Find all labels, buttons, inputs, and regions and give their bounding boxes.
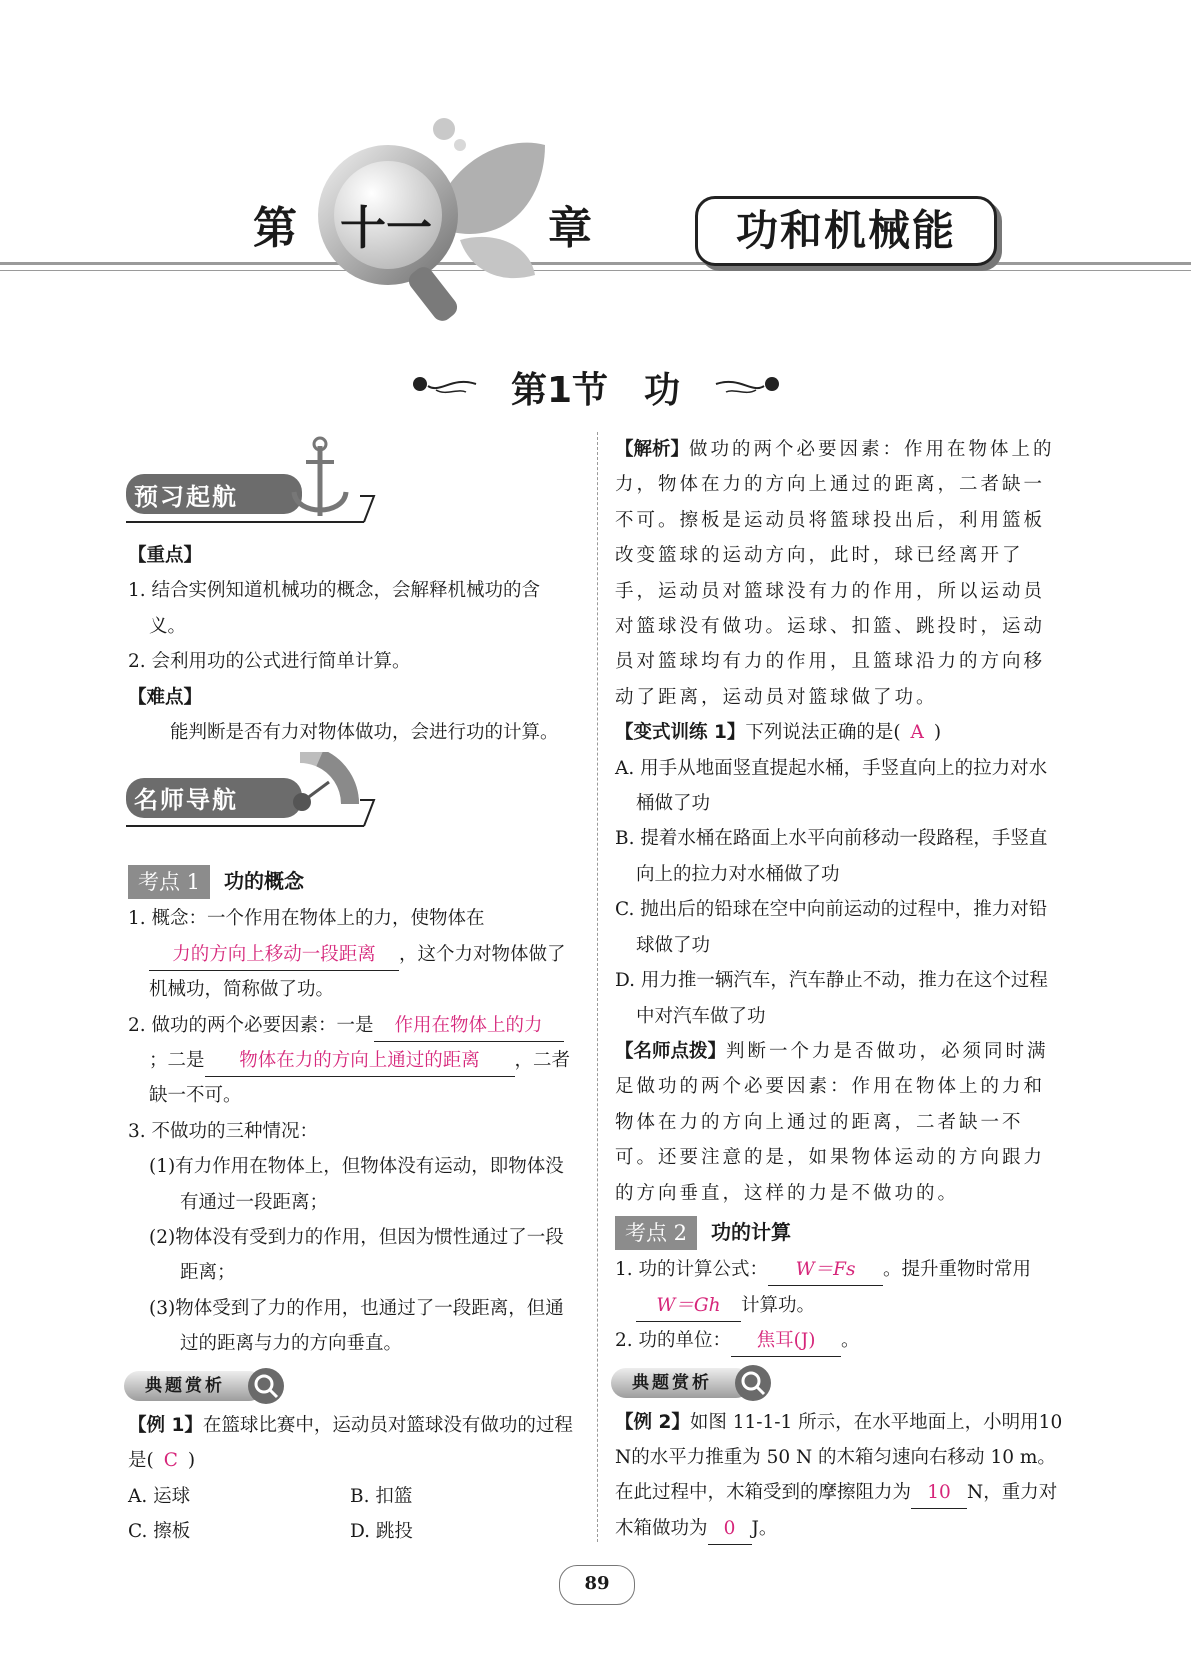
right-column [615, 432, 1065, 1546]
kaodian-1-tag: 考点 1 [128, 865, 210, 899]
dianti-label-right: 典题赏析 [632, 1372, 712, 1393]
concept-answer-blank: 力的方向上移动一段距离 [149, 940, 399, 971]
gravity-work-blank: 0 [708, 1514, 752, 1545]
no-work-case-1: (1)有力作用在物体上，但物体没有运动，即物体没有通过一段距离； [149, 1156, 564, 1213]
chapter-title: 功和机械能 [735, 206, 956, 255]
example-1-option-c: C. 擦板 [128, 1520, 191, 1542]
training-option-b: B. 提着水桶在路面上水平向前移动一段路程，手竖直向上的拉力对水桶做了功 [615, 828, 1048, 885]
left-column-main [128, 860, 576, 1549]
example-1-option-d: D. 跳投 [350, 1520, 413, 1542]
header-rule-bottom [0, 270, 1191, 271]
concept-item-1: 1. 概念：一个作用在物体上的力，使物体在力的方向上移动一段距离 ，这个力对物体做了机械功，简称做了功。 [128, 908, 566, 1001]
kaodian-2-tag: 考点 2 [615, 1216, 697, 1250]
example-1-answer: C [163, 1450, 178, 1472]
concept-item-2: 2. 做功的两个必要因素：一是 作用在物体上的力；二是 物体在力的方向上通过的距离 ，二者缺一不可。 [128, 1008, 576, 1114]
chapter-prefix: 第 [253, 203, 297, 254]
no-work-case-2: (2)物体没有受到力的作用，但因为惯性通过了一段距离； [149, 1227, 564, 1284]
difficult-point-1: 能判断是否有力对物体做功，会进行功的计算。 [170, 722, 559, 744]
chapter-number: 十一 [340, 201, 432, 255]
analysis: 【解析】做功的两个必要因素：作用在物体上的力，物体在力的方向上通过的距离，二者缺一不可。擦板是运动员将篮球投出后，利用篮板改变篮球的运动方向，此时，球已经离开了手，运动员对篮球没有力的作用，所以运动员对篮球没有做功。运球、扣篮、跳投时，运动员对篮球均有力的作用，且篮球沿力的方向移动了距离，运动员对篮球做了功。 [615, 439, 1055, 708]
dianti-badge-right [611, 1365, 775, 1401]
example-1-options-row1 [128, 1479, 576, 1514]
chapter-suffix: 章 [548, 203, 592, 254]
header-rule-top [0, 262, 1191, 265]
lift-formula-blank: W＝Gh [636, 1291, 741, 1322]
kaodian-2-title: 功的计算 [711, 1219, 792, 1244]
friction-blank: 10 [911, 1478, 967, 1509]
dianti-label-left: 典题赏析 [145, 1375, 225, 1396]
work-formula-blank: W＝Fs [768, 1255, 883, 1286]
chapter-title-box [695, 196, 997, 266]
formula-item-1: 1. 功的计算公式： W＝Fs 。提升重物时常用W＝Gh 计算功。 [615, 1252, 1065, 1323]
preview-banner-label: 预习起航 [134, 483, 238, 511]
magnifier-badge-icon [735, 1365, 771, 1401]
factor-one-blank: 作用在物体上的力 [374, 1011, 564, 1042]
example-1-options-row2 [128, 1514, 576, 1549]
kaodian-1-header [128, 864, 576, 899]
training-option-d: D. 用力推一辆汽车，汽车静止不动，推力在这个过程中对汽车做了功 [615, 970, 1048, 1027]
left-column-key-points [128, 538, 576, 750]
magnifier-badge-icon [248, 1368, 284, 1404]
variant-training-1: 【变式训练 1】下列说法正确的是( A ) [615, 722, 942, 744]
key-point-2: 2. 会利用功的公式进行简单计算。 [128, 651, 411, 673]
training-option-c: C. 抛出后的铅球在空中向前运动的过程中，推力对铅球做了功 [615, 899, 1048, 956]
column-divider [597, 432, 598, 1542]
kaodian-2-header [615, 1215, 1065, 1250]
example-1: 【例 1】在篮球比赛中，运动员对篮球没有做功的过程是( C ) [128, 1414, 573, 1472]
difficult-points-label: 【难点】 [128, 686, 203, 708]
example-1-option-b: B. 扣篮 [350, 1485, 413, 1507]
kaodian-1-title: 功的概念 [224, 869, 305, 893]
concept-item-3: 3. 不做功的三种情况： [128, 1120, 319, 1142]
formula-item-2: 2. 功的单位： 焦耳(J) 。 [615, 1323, 1065, 1358]
teacher-tip: 【名师点拨】判断一个力是否做功，必须同时满足做功的两个必要因素：作用在物体上的力和物体在力的方向上通过的距离，二者缺一不可。还要注意的是，如果物体运动的方向跟力的方向垂直，这样的力是不做功的。 [615, 1040, 1049, 1204]
teacher-banner-label: 名师导航 [134, 786, 238, 814]
no-work-case-3: (3)物体受到了力的作用，也通过了一段距离，但通过的距离与力的方向垂直。 [149, 1297, 564, 1355]
right-swirl-ornament [712, 372, 782, 398]
page-number: 89 [559, 1565, 635, 1605]
factor-two-blank: 物体在力的方向上通过的距离 [205, 1046, 515, 1077]
variant-training-answer: A [910, 722, 924, 744]
example-1-option-a: A. 运球 [128, 1485, 191, 1507]
example-2: 【例 2】如图 11-1-1 所示，在水平地面上，小明用10 N的水平力推重为 50 N 的木箱匀速向右移动 10 m。在此过程中，木箱受到的摩擦阻力为 10 N，重力对木箱做功为 0 J。 [615, 1405, 1065, 1547]
training-option-a: A. 用手从地面竖直提起水桶，手竖直向上的拉力对水桶做了功 [615, 757, 1048, 815]
dianti-badge-left [124, 1368, 288, 1404]
key-point-1: 1. 结合实例知道机械功的概念，会解释机械功的含义。 [128, 580, 541, 637]
unit-blank: 焦耳(J) [731, 1326, 841, 1357]
key-points-label: 【重点】 [128, 545, 203, 566]
section-title: 第1节 功 [510, 370, 681, 411]
